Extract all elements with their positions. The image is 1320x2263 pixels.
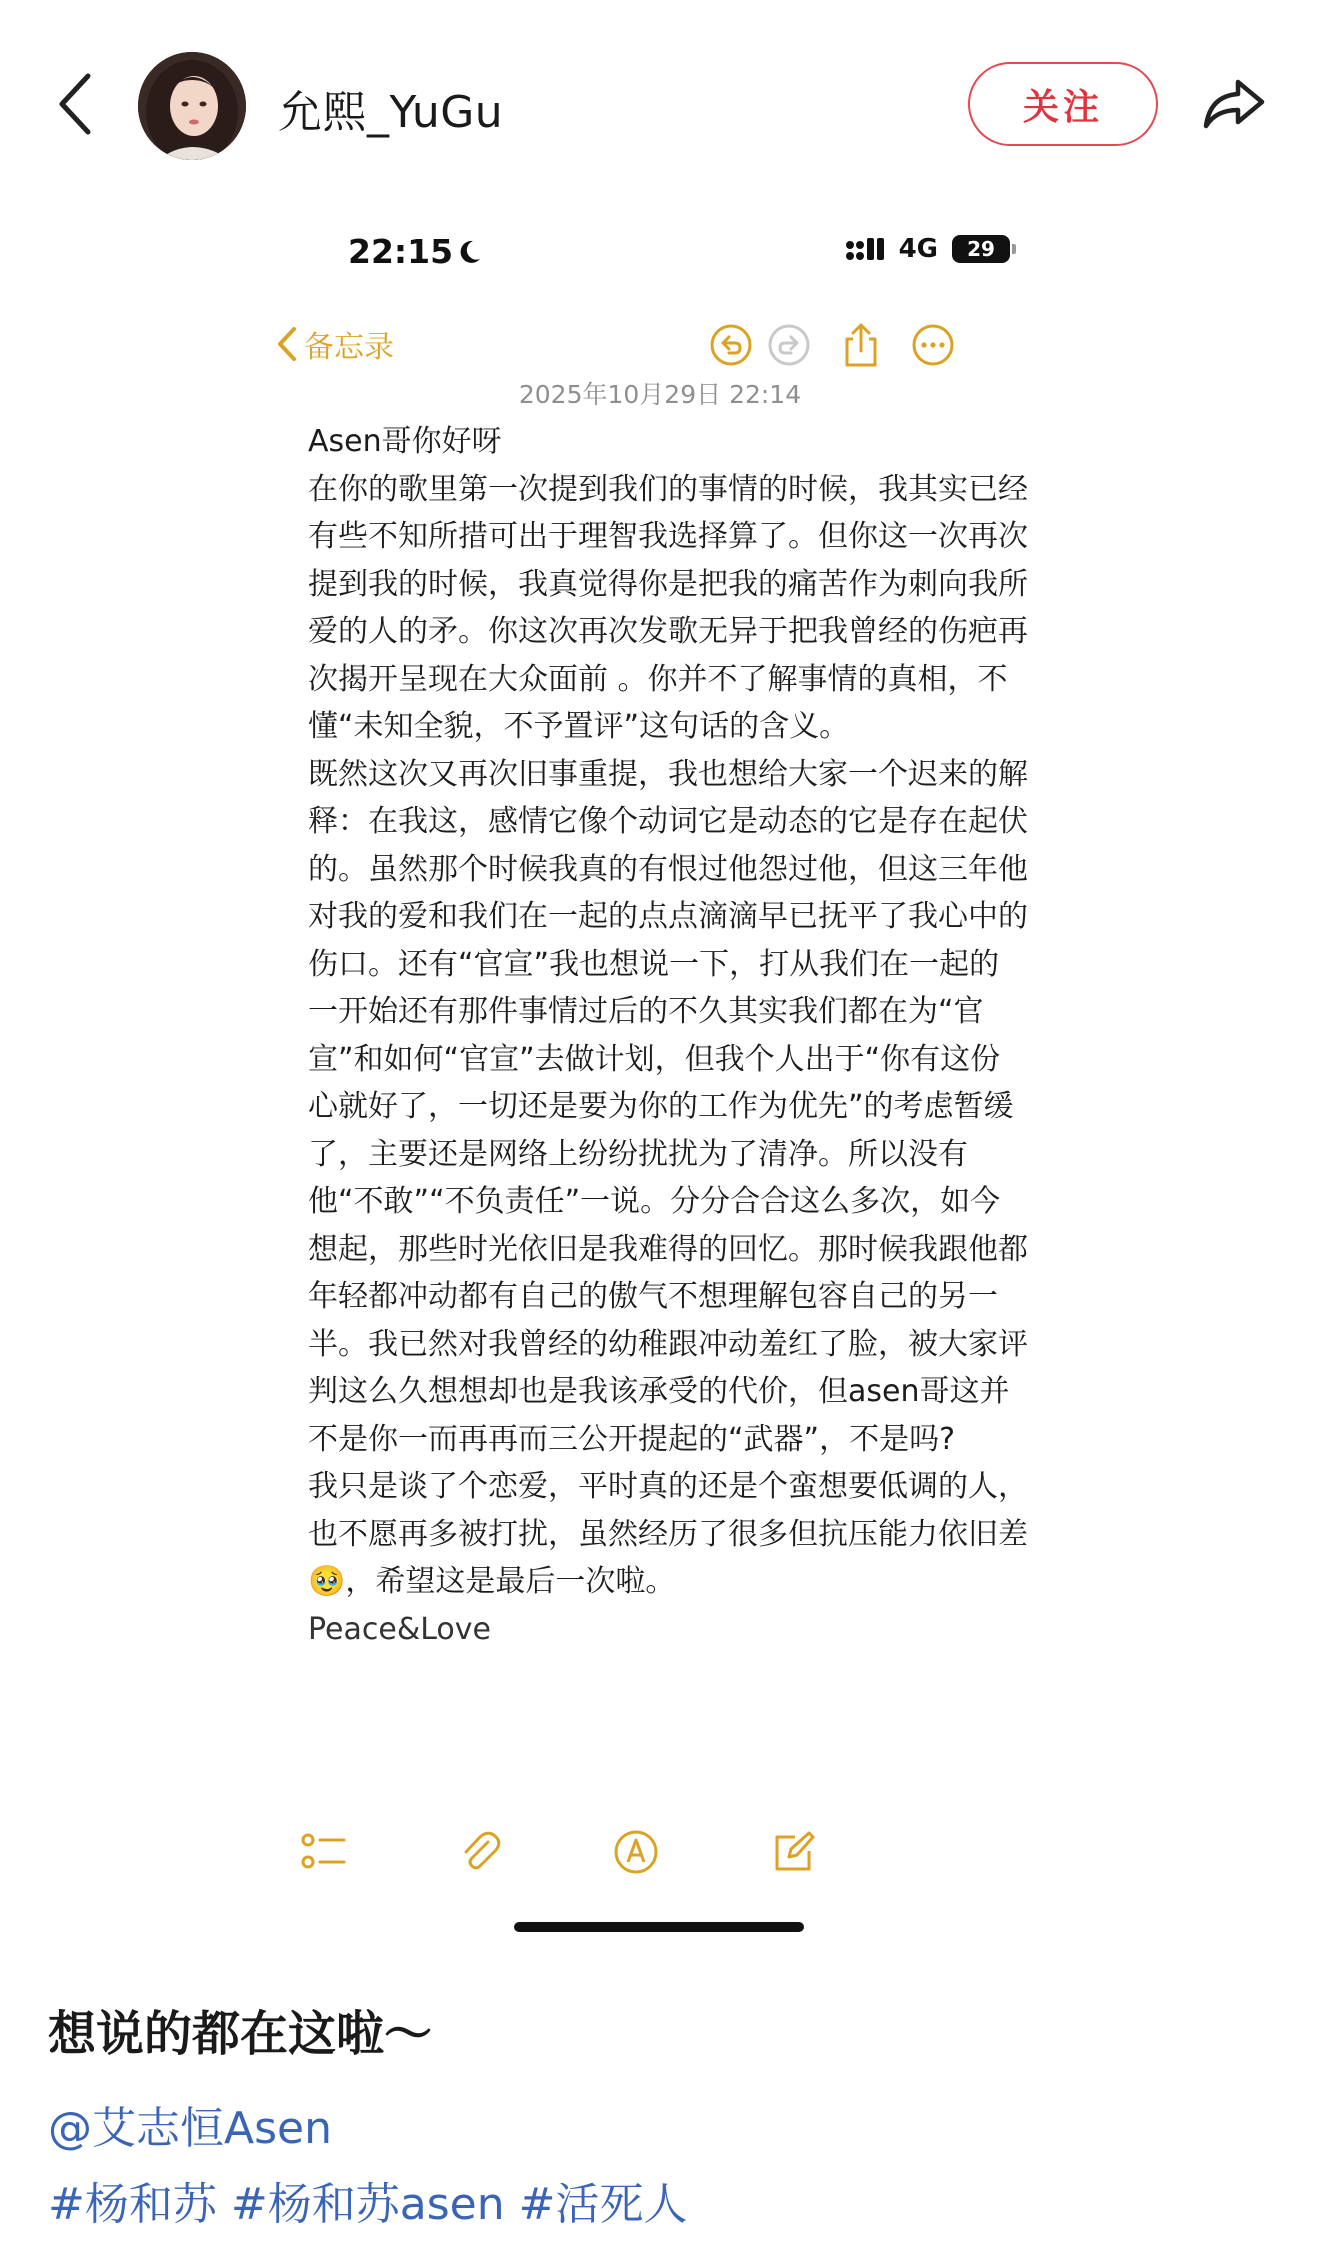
chevron-left-icon: [276, 326, 298, 362]
compose-button[interactable]: [766, 1824, 822, 1880]
checklist-button[interactable]: [296, 1824, 352, 1880]
back-arrow-icon: [56, 72, 92, 136]
network-type: 4G: [898, 234, 938, 264]
note-body[interactable]: [308, 418, 1028, 1653]
undo-button[interactable]: [706, 320, 756, 370]
note-paragraph: Asen哥你好呀: [308, 424, 502, 459]
status-indicators: [845, 234, 1010, 264]
note-date: 2025年10月29日 22:14: [518, 380, 802, 409]
username[interactable]: 允熙_YuGu: [278, 87, 504, 138]
avatar[interactable]: [138, 52, 246, 160]
undo-icon: [709, 323, 753, 367]
markup-button[interactable]: [608, 1824, 664, 1880]
share-note-button[interactable]: [836, 320, 886, 370]
note-paragraph: Peace&Love: [308, 1611, 491, 1647]
post-title: 想说的都在这啦～: [48, 2006, 433, 2062]
battery-indicator: 29: [952, 235, 1010, 263]
home-indicator: [514, 1922, 804, 1932]
hashtag-link[interactable]: #杨和苏asen: [230, 2179, 505, 2230]
user-mention-link[interactable]: @艾志恒Asen: [48, 2103, 332, 2154]
more-icon: [911, 323, 955, 367]
share-icon: [1202, 76, 1266, 132]
note-paragraph: 既然这次又再次旧事重提，我也想给大家一个迟来的解释：在我这，感情它像个动词它是动态的它是存在起伏的。虽然那个时候我真的有恨过他怨过他，但这三年他对我的爱和我们在一起的点点滴滴早已抚平了我心中的伤口。还有“官宣”我也想说一下，打从我们在一起的一开始还有那件事情过后的不久其实我们都在为“官宣”和如何“官宣”去做计划，但我个人出于“你有这份心就好了，一切还是要为你的工作为优先”的考虑暂缓了，主要还是网络上纷纷扰扰为了清净。所以没有他“不敢”“不负责任”一说。分分合合这么多次，如今想起，那些时光依旧是我难得的回忆。那时候我跟他都年轻都冲动都有自己的傲气不想理解包容自己的另一半。我已然对我曾经的幼稚跟冲动羞红了脸，被大家评判这么久想想却也是我该承受的代价，但asen哥这并不是你一而再再而三公开提起的“武器”，不是吗?: [308, 756, 1028, 1457]
hashtag-link[interactable]: #活死人: [518, 2179, 688, 2230]
redo-icon: [767, 323, 811, 367]
signal-icon: [845, 236, 885, 262]
status-time: [348, 232, 481, 271]
checklist-icon: [300, 1830, 348, 1874]
top-bar: [0, 0, 1320, 200]
avatar-portrait-icon: [138, 52, 246, 160]
share-button[interactable]: [1196, 68, 1272, 140]
moon-icon: [459, 239, 481, 265]
markup-pen-icon: [612, 1828, 660, 1876]
more-button[interactable]: [908, 320, 958, 370]
compose-icon: [771, 1829, 817, 1875]
notes-back-button[interactable]: [276, 322, 394, 366]
notes-screenshot: [270, 210, 1050, 1950]
status-time-text: 22:15: [348, 232, 454, 271]
follow-button[interactable]: 关注: [968, 62, 1158, 146]
notes-nav-bar: [270, 310, 1050, 380]
back-button[interactable]: [48, 68, 100, 140]
hashtag-link[interactable]: #杨和苏: [48, 2179, 217, 2230]
attachment-button[interactable]: [452, 1824, 508, 1880]
notes-back-label: 备忘录: [304, 330, 394, 365]
hashtag-list: [48, 2168, 687, 2232]
notes-bottom-toolbar: [270, 1820, 1050, 1880]
redo-button[interactable]: [764, 320, 814, 370]
note-paragraph: 我只是谈了个恋爱，平时真的还是个蛮想要低调的人，也不愿再多被打扰，虽然经历了很多但抗压能力依旧差🥹，希望这是最后一次啦。: [308, 1469, 1028, 1599]
paperclip-icon: [458, 1828, 502, 1876]
note-paragraph: 在你的歌里第一次提到我们的事情的时候，我其实已经有些不知所措可出于理智我选择算了。但你这一次再次提到我的时候，我真觉得你是把我的痛苦作为刺向我所爱的人的矛。你这次再次发歌无异于把我曾经的伤疤再次揭开呈现在大众面前 。你并不了解事情的真相，不懂“未知全貌，不予置评”这句话的含义。: [308, 471, 1028, 744]
upload-icon: [839, 321, 883, 369]
